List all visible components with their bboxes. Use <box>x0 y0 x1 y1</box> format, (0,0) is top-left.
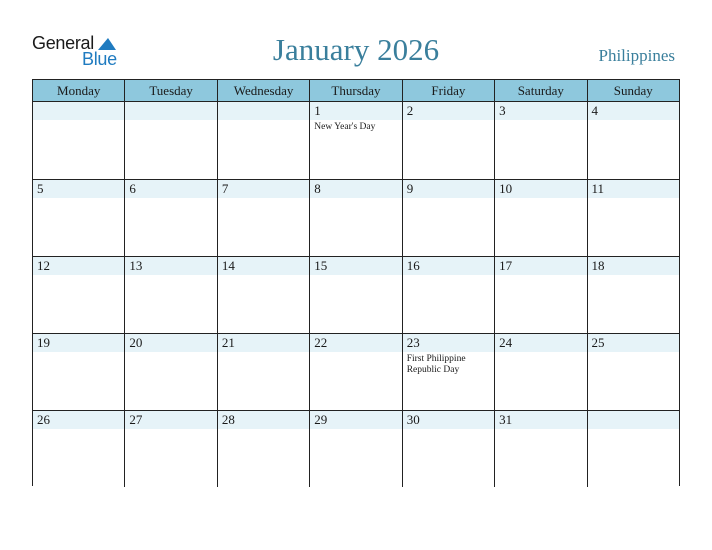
day-number-band <box>218 102 309 120</box>
day-cell <box>587 257 679 333</box>
day-number: 10 <box>499 181 513 196</box>
day-number: 8 <box>314 181 321 196</box>
day-number: 13 <box>129 258 143 273</box>
day-number-band <box>33 180 124 198</box>
week-row <box>33 179 679 256</box>
day-number: 21 <box>221 335 235 350</box>
day-number: 25 <box>591 335 605 350</box>
holiday-label: New Year's Day <box>314 122 376 132</box>
day-number-band <box>310 102 401 120</box>
day-number: 24 <box>499 335 513 350</box>
day-cell <box>309 180 401 256</box>
day-cell <box>33 257 124 333</box>
day-number: 15 <box>314 258 328 273</box>
week-row <box>33 102 679 179</box>
holiday-label: First Philippine Republic Day <box>406 354 466 375</box>
day-cell <box>402 257 494 333</box>
day-number: 1 <box>314 103 321 118</box>
day-cell <box>309 257 401 333</box>
day-cell <box>494 180 586 256</box>
day-number: 26 <box>37 412 50 427</box>
day-cell <box>217 411 309 487</box>
calendar-grid <box>32 79 680 486</box>
day-number: 4 <box>591 103 599 118</box>
day-number-band <box>33 102 124 120</box>
day-cell <box>494 411 586 487</box>
day-cell <box>309 102 401 179</box>
day-number: 31 <box>499 412 513 427</box>
day-cell <box>33 102 124 179</box>
day-number: 6 <box>129 181 136 196</box>
week-row <box>33 333 679 410</box>
day-cell <box>217 334 309 410</box>
day-cell <box>587 102 679 179</box>
day-number-band <box>125 180 216 198</box>
week-row <box>33 410 679 487</box>
day-cell <box>217 102 309 179</box>
day-cell <box>587 180 679 256</box>
day-number: 5 <box>37 181 44 196</box>
day-cell <box>124 257 216 333</box>
weekday-header: Tuesday <box>124 80 216 101</box>
weekday-header: Sunday <box>587 80 679 101</box>
day-number: 2 <box>406 103 414 118</box>
day-number-band <box>218 180 309 198</box>
day-number-band <box>403 102 494 120</box>
day-number: 20 <box>129 335 143 350</box>
day-number: 3 <box>499 103 506 118</box>
day-number: 28 <box>221 412 235 427</box>
day-number: 11 <box>591 181 605 196</box>
day-cell <box>124 411 216 487</box>
day-cell <box>217 180 309 256</box>
country-label: Philippines <box>598 46 675 65</box>
day-cell <box>33 334 124 410</box>
day-number-band <box>588 411 679 429</box>
day-cell <box>494 334 586 410</box>
day-number: 27 <box>129 412 143 427</box>
logo-text-general: General <box>32 33 94 53</box>
weekday-header: Thursday <box>309 80 401 101</box>
day-number: 9 <box>406 181 414 196</box>
day-number-band <box>125 102 216 120</box>
day-cell <box>587 334 679 410</box>
day-cell <box>124 102 216 179</box>
logo-text-blue: Blue <box>82 49 117 69</box>
week-row <box>33 256 679 333</box>
day-number: 22 <box>314 335 328 350</box>
day-number-band <box>403 180 494 198</box>
day-cell <box>494 257 586 333</box>
day-cell <box>402 102 494 179</box>
weekday-header-row <box>33 80 679 102</box>
weekday-header: Wednesday <box>217 80 309 101</box>
day-cell <box>402 180 494 256</box>
day-cell <box>33 180 124 256</box>
day-number-band <box>495 102 586 120</box>
day-number: 29 <box>314 412 328 427</box>
day-cell <box>33 411 124 487</box>
weekday-header: Friday <box>402 80 494 101</box>
day-number-band <box>588 102 679 120</box>
day-cell <box>217 257 309 333</box>
day-number: 18 <box>591 258 605 273</box>
day-number: 30 <box>406 412 420 427</box>
calendar-title: January 2026 <box>272 32 440 67</box>
day-number: 17 <box>499 258 513 273</box>
day-number: 23 <box>406 335 420 350</box>
day-cell <box>309 411 401 487</box>
day-cell <box>494 102 586 179</box>
day-number: 7 <box>221 181 229 196</box>
calendar-weeks <box>33 102 679 487</box>
day-number: 16 <box>406 258 420 273</box>
day-cell <box>124 180 216 256</box>
day-number: 12 <box>37 258 50 273</box>
day-number: 14 <box>221 258 235 273</box>
day-number: 19 <box>37 335 50 350</box>
day-cell <box>402 334 494 410</box>
weekday-header: Saturday <box>494 80 586 101</box>
weekday-header: Monday <box>57 83 101 98</box>
day-cell <box>587 411 679 487</box>
day-number-band <box>310 180 401 198</box>
day-cell <box>402 411 494 487</box>
day-cell <box>309 334 401 410</box>
day-cell <box>124 334 216 410</box>
